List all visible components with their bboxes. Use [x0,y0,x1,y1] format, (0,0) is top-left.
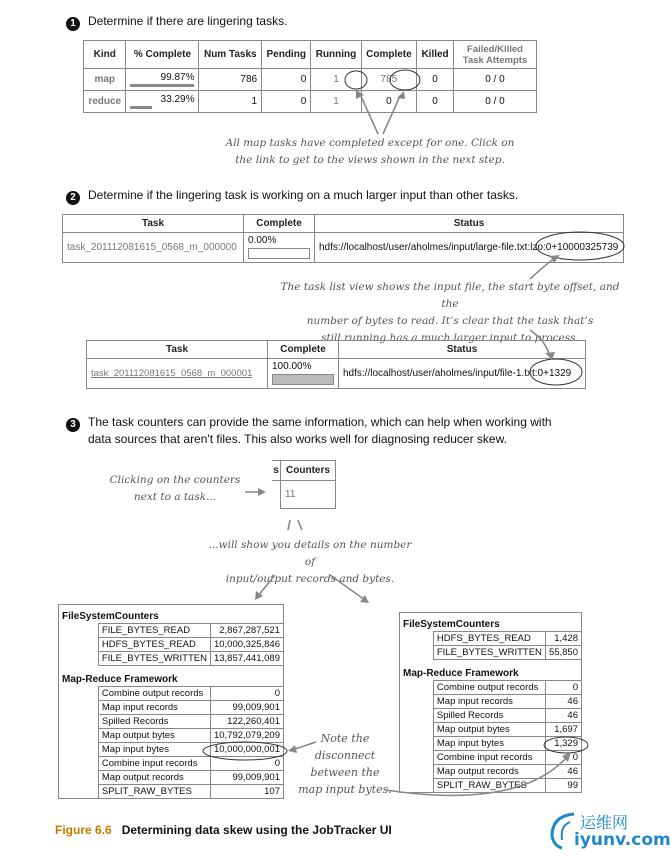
counter-value: 0 [210,757,283,771]
task-list-table-2 [86,340,586,389]
counter-value: 122,260,401 [210,715,283,729]
step-1-annotation [220,135,520,169]
step-1-text: Determine if there are lingering tasks. [88,14,288,28]
pct-complete-value: 99.87% [160,72,195,83]
indent-cell [400,779,434,793]
complete-cell [268,359,339,389]
counter-name: Map output bytes [98,729,210,743]
col-running: Running [311,41,361,69]
annotation-line: disconnect [314,749,376,762]
complete-value: 0.00% [248,235,277,246]
indent-cell [400,632,434,646]
counter-value: 10,000,000,001 [210,743,283,757]
arrow-line [298,520,302,530]
arrowhead [360,595,369,603]
counter-value: 55,850 [545,646,581,660]
counter-name: Combine output records [98,687,210,701]
table-row [63,233,624,263]
counter-value: 10,000,325,846 [210,638,283,652]
pct-complete-cell [126,91,199,113]
counter-name: Map output records [98,771,210,785]
indent-cell [59,624,99,638]
counter-name: Spilled Records [433,709,545,723]
col-counters: Counters [281,461,336,481]
col-partial: s [272,461,281,481]
indent-cell [59,701,99,715]
killed-value: 0 [417,69,454,91]
counter-value: 46 [545,709,581,723]
failed-value: 0 / 0 [454,69,537,91]
annotation-line: number of bytes to read. It’s clear that the task that’s [306,315,594,327]
counter-name: Map input records [98,701,210,715]
arrowhead [255,591,263,600]
counter-row [400,646,582,660]
watermark-logo [544,806,671,854]
indent-cell [400,695,434,709]
complete-value: 0 [361,91,416,113]
counter-value: 46 [545,765,581,779]
indent-cell [400,751,434,765]
complete-cell [244,233,315,263]
col-task: Task [87,341,268,359]
indent-cell [400,681,434,695]
step-2-text: Determine if the lingering task is working on a much larger input than other tasks. [88,188,519,202]
indent-cell [59,715,99,729]
task-list-table-1 [62,214,624,263]
col-status: Status [315,215,624,233]
pending-value: 0 [262,69,311,91]
counter-row [59,757,284,771]
running-link[interactable]: 1 [311,69,361,91]
step-2-annotation [280,279,620,347]
counter-value: 1,428 [545,632,581,646]
counter-value: 1,697 [545,723,581,737]
counter-name: Combine input records [433,751,545,765]
counter-name: FILE_BYTES_WRITTEN [433,646,545,660]
col-complete: Complete [244,215,315,233]
progress-bar [272,374,334,385]
figure-label: Figure 6.6 [55,823,112,837]
indent-cell [59,729,99,743]
indent-cell [400,646,434,660]
step-number-badge: 3 [66,418,80,432]
figure-caption-text: Determining data skew using the JobTracker UI [121,823,392,837]
counter-row [59,743,284,757]
counter-value: 46 [545,695,581,709]
num-tasks-value: 786 [199,69,262,91]
counter-name: FILE_BYTES_READ [98,624,210,638]
counter-value: 1,329 [545,737,581,751]
kind-link-map[interactable]: map [84,69,126,91]
indent-cell [400,723,434,737]
running-link[interactable]: 1 [311,91,361,113]
col-complete: Complete [361,41,416,69]
section-title: Map-Reduce Framework [62,674,178,685]
counter-row [59,715,284,729]
counter-row [59,771,284,785]
complete-link[interactable]: 785 [361,69,416,91]
pct-complete-value: 33.29% [160,94,195,105]
indent-cell [400,737,434,751]
table-row [87,359,586,389]
annotation-line: next to a task... [133,491,217,503]
kind-link-reduce[interactable]: reduce [84,91,126,113]
watermark-cn: 运维网 [580,813,629,832]
annotation-line: The task list view shows the input file, the start byte offset, and the [280,281,620,310]
annotation-line: the link to get to the views shown in the next step. [235,154,505,166]
indent-cell [400,765,434,779]
step-2-heading [66,187,518,205]
counter-row [59,687,284,701]
counter-value: 99,009,901 [210,701,283,715]
counter-value: 0 [545,681,581,695]
counter-value: 13,857,441,089 [210,652,283,666]
counters-column-snippet [272,460,336,509]
counter-row [400,765,582,779]
counter-row [59,785,284,799]
counter-row [59,652,284,666]
annotation-line: ...will show you details on the number of [208,539,412,568]
progress-bar [248,248,310,259]
click-counters-note [100,472,250,506]
counter-value: 10,792,079,209 [210,729,283,743]
col-kind: Kind [84,41,126,69]
counters-table-small [399,612,582,793]
counters-table-large [58,604,284,799]
counter-row [400,681,582,695]
counter-row [400,695,582,709]
counter-name: HDFS_BYTES_READ [98,638,210,652]
col-killed: Killed [417,41,454,69]
status-value: hdfs://localhost/user/aholmes/input/large-file.txt:lzo:0+10000325739 [315,233,624,263]
counter-name: Map input bytes [98,743,210,757]
counter-row [400,723,582,737]
counter-row [59,729,284,743]
figure-caption [55,823,392,837]
counter-name: Combine input records [98,757,210,771]
indent-cell [59,652,99,666]
num-tasks-value: 1 [199,91,262,113]
annotation-line: still running has a much larger input to process. [321,332,579,344]
counter-value: 107 [210,785,283,799]
col-pending: Pending [262,41,311,69]
col-pct-complete: % Complete [126,41,199,69]
annotation-line: input/output records and bytes. [225,573,395,585]
step-3-text: The task counters can provide the same information, which can help when working with [88,415,552,429]
job-summary-table [83,40,537,113]
watermark-url: iyunv.com [574,830,671,850]
counter-row [400,737,582,751]
annotation-line: Clicking on the counters [109,474,241,486]
counter-row [59,638,284,652]
counter-name: Combine output records [433,681,545,695]
counter-name: Map input bytes [433,737,545,751]
counter-value: 0 [210,687,283,701]
section-title: FileSystemCounters [62,611,159,622]
step-number-badge: 1 [66,17,80,31]
disconnect-note [296,730,394,798]
killed-value: 0 [417,91,454,113]
progress-bar [130,84,194,87]
col-failed-killed: Failed/Killed Task Attempts [454,41,537,69]
counter-value: 2,867,287,521 [210,624,283,638]
annotation-line: All map tasks have completed except for one. Click on [225,137,515,149]
indent-cell [59,743,99,757]
counter-row [400,779,582,793]
indent-cell [59,785,99,799]
counter-name: HDFS_BYTES_READ [433,632,545,646]
counter-row [59,624,284,638]
progress-bar [130,106,151,109]
counter-name: Spilled Records [98,715,210,729]
section-title: FileSystemCounters [403,619,500,630]
step-1-heading [66,13,287,31]
pending-value: 0 [262,91,311,113]
arrow-line [288,520,290,530]
table-row [84,91,537,113]
indent-cell [59,757,99,771]
counter-name: Map input records [433,695,545,709]
section-title: Map-Reduce Framework [403,668,519,679]
counter-name: SPLIT_RAW_BYTES [433,779,545,793]
annotation-line: map input bytes. [298,783,392,796]
counter-name: Map output bytes [433,723,545,737]
step-number-badge: 2 [66,191,80,205]
task-id-link[interactable]: task_201112081615_0568_m_000000 [63,233,244,263]
failed-value: 0 / 0 [454,91,537,113]
counter-value: 99 [545,779,581,793]
counter-value: 0 [545,751,581,765]
details-note [205,537,415,588]
annotation-line: between the [310,766,380,779]
indent-cell [59,687,99,701]
counters-link[interactable]: 11 [281,481,336,509]
counter-value: 99,009,901 [210,771,283,785]
arrowhead [258,488,266,496]
task-id-link[interactable]: task_201112081615_0568_m_000001 [87,359,268,389]
pct-complete-cell [126,69,199,91]
annotation-line: Note the [320,732,370,745]
indent-cell [59,638,99,652]
col-status: Status [339,341,586,359]
complete-value: 100.00% [272,361,312,372]
counter-row [400,632,582,646]
counter-row [400,751,582,765]
counter-name: FILE_BYTES_WRITTEN [98,652,210,666]
step-3-heading [66,414,552,432]
step-3-text-2: data sources that aren't files. This also works well for diagnosing reducer skew. [88,432,507,446]
counter-name: Map output records [433,765,545,779]
col-complete: Complete [268,341,339,359]
col-task: Task [63,215,244,233]
col-num-tasks: Num Tasks [199,41,262,69]
counter-row [400,709,582,723]
table-row [84,69,537,91]
counter-name: SPLIT_RAW_BYTES [98,785,210,799]
indent-cell [59,771,99,785]
status-value: hdfs://localhost/user/aholmes/input/file-1.txt:0+1329 [339,359,586,389]
counter-row [59,701,284,715]
blank-cell [272,481,281,509]
indent-cell [400,709,434,723]
